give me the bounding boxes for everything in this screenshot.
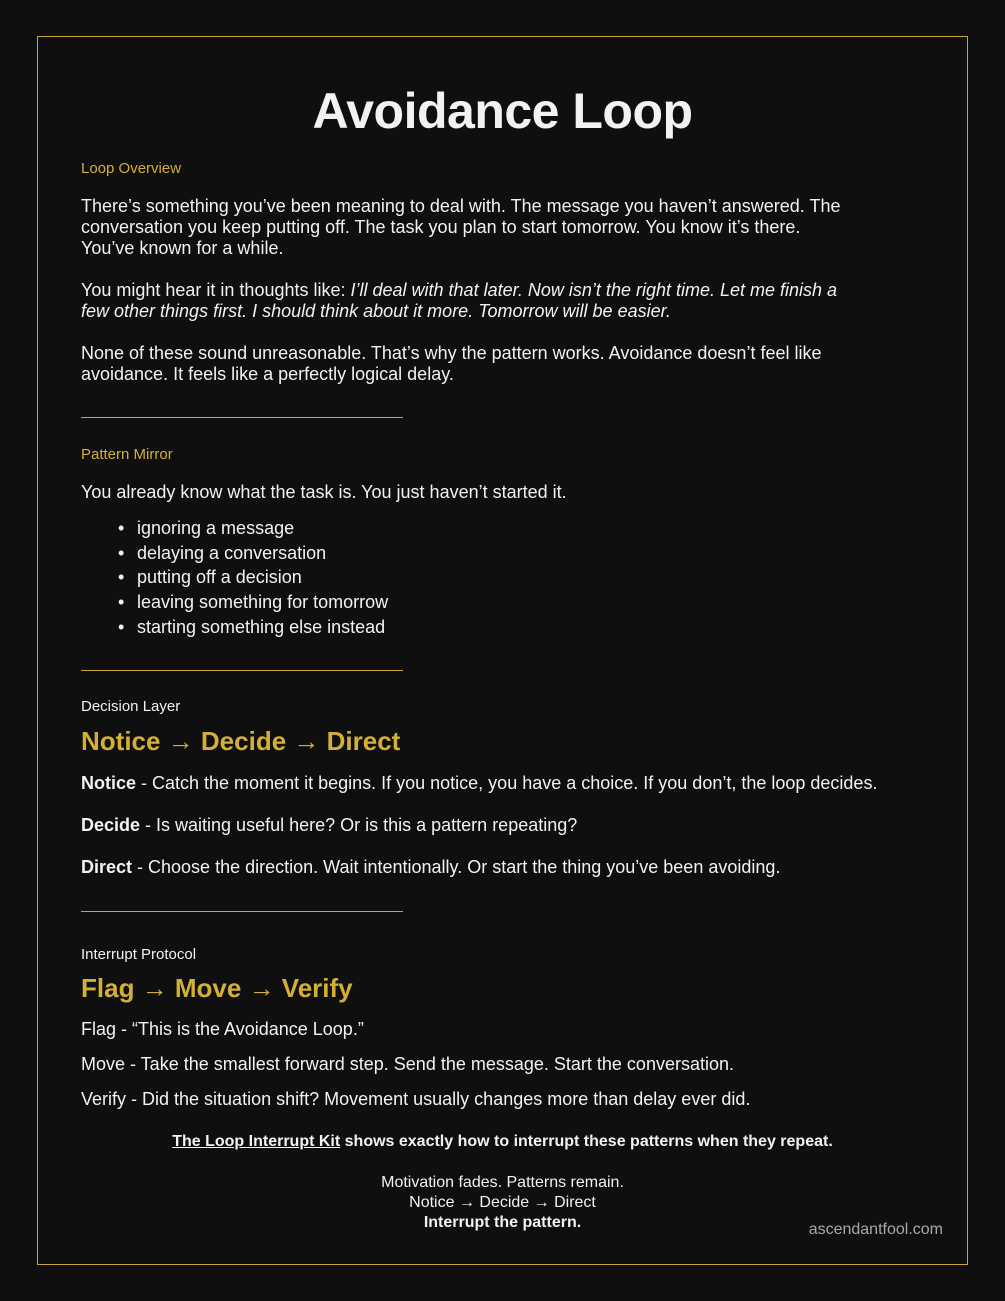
text-line: avoidance. It feels like a perfectly logical delay. bbox=[81, 364, 454, 384]
notice-definition bbox=[81, 773, 877, 794]
section-label-loop-overview: Loop Overview bbox=[81, 160, 182, 177]
footer-line-3: Interrupt the pattern. bbox=[423, 1214, 582, 1231]
list-item: • delaying a conversation bbox=[118, 541, 388, 566]
direct-definition bbox=[81, 857, 780, 878]
text-line: conversation you keep putting off. The task you plan to start tomorrow. You know it’s there. bbox=[81, 217, 801, 237]
footer-line-2: Notice → Decide → Direct bbox=[409, 1194, 596, 1211]
text-lead: You might hear it in thoughts like: bbox=[81, 280, 351, 300]
list-item: • leaving something for tomorrow bbox=[118, 590, 388, 615]
text-line: You’ve known for a while. bbox=[81, 238, 284, 258]
term-notice: Notice bbox=[81, 773, 137, 793]
overview-paragraph-2 bbox=[81, 280, 931, 322]
kit-link[interactable]: The Loop Interrupt Kit bbox=[172, 1133, 341, 1150]
list-item: • putting off a decision bbox=[118, 565, 388, 590]
site-url[interactable]: ascendantfool.com bbox=[808, 1221, 943, 1238]
section-label-decision-layer: Decision Layer bbox=[81, 698, 181, 715]
italic-thoughts: I’ll deal with that later. Now isn’t the right time. Let me finish a bbox=[350, 280, 838, 300]
text-line: None of these sound unreasonable. That’s why the pattern works. Avoidance doesn’t feel like bbox=[81, 343, 822, 363]
term-direct: Direct bbox=[81, 857, 133, 877]
move-step: Move - Take the smallest forward step. Send the message. Start the conversation. bbox=[81, 1054, 734, 1074]
verify-step: Verify - Did the situation shift? Movement usually changes more than delay ever did. bbox=[81, 1089, 751, 1109]
definition-text: - Catch the moment it begins. If you notice, you have a choice. If you don’t, the loop decides. bbox=[136, 773, 878, 793]
definition-text: - Choose the direction. Wait intentionally. Or start the thing you’ve been avoiding. bbox=[132, 857, 781, 877]
flag-step: Flag - “This is the Avoidance Loop.” bbox=[81, 1019, 364, 1039]
pattern-intro: You already know what the task is. You just haven’t started it. bbox=[81, 482, 567, 502]
pattern-list bbox=[118, 516, 388, 639]
decide-definition bbox=[81, 815, 577, 836]
italic-thoughts: few other things first. I should think about it more. Tomorrow will be easier. bbox=[81, 301, 671, 321]
list-item: • ignoring a message bbox=[118, 516, 388, 541]
kit-text: shows exactly how to interrupt these patterns when they repeat. bbox=[340, 1133, 833, 1150]
page-title: Avoidance Loop bbox=[312, 83, 693, 139]
divider bbox=[81, 670, 403, 671]
section-label-interrupt-protocol: Interrupt Protocol bbox=[81, 946, 197, 963]
interrupt-heading: Flag → Move → Verify bbox=[81, 973, 353, 1003]
overview-paragraph-3 bbox=[81, 343, 931, 385]
overview-paragraph-1 bbox=[81, 196, 931, 259]
list-item: • starting something else instead bbox=[118, 615, 388, 640]
kit-promo bbox=[0, 1133, 1005, 1151]
footer-line-1: Motivation fades. Patterns remain. bbox=[381, 1174, 624, 1191]
divider bbox=[81, 911, 403, 912]
definition-text: - Is waiting useful here? Or is this a pattern repeating? bbox=[140, 815, 578, 835]
divider bbox=[81, 417, 403, 418]
term-decide: Decide bbox=[81, 815, 141, 835]
section-label-pattern-mirror: Pattern Mirror bbox=[81, 446, 173, 463]
decision-heading: Notice → Decide → Direct bbox=[81, 726, 401, 756]
text-line: There’s something you’ve been meaning to deal with. The message you haven’t answered. The bbox=[81, 196, 841, 216]
